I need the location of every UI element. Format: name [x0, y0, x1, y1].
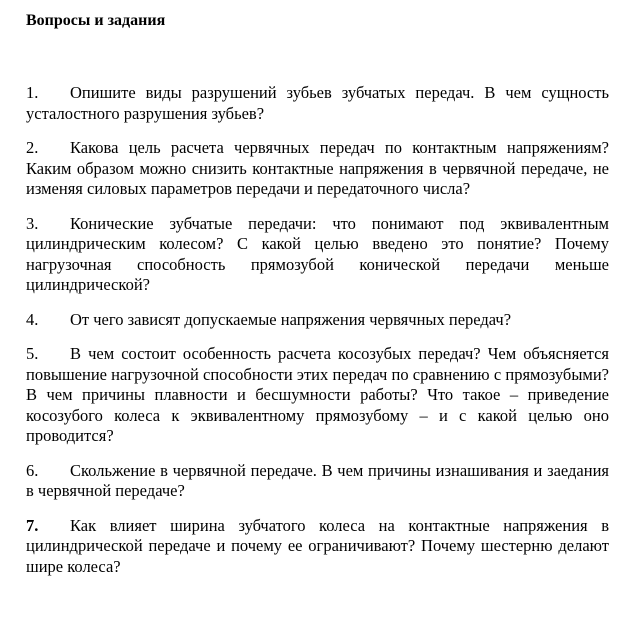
question-item [26, 310, 609, 331]
question-item [26, 138, 609, 200]
question-item [26, 516, 609, 578]
question-text: Конические зубчатые передачи: что понимают под эквивалентным цилиндрическим колесом? С какой целью введено это понятие? Почему нагрузочная способность прямозубой конической передачи меньше цилиндрической? [26, 213, 609, 294]
question-number: 4. [26, 309, 39, 329]
question-text: Опишите виды разрушений зубьев зубчатых передач. В чем сущность усталостного разрушения зубьев? [26, 83, 609, 123]
question-item [26, 83, 609, 124]
question-item [26, 461, 609, 502]
questions-list [26, 83, 609, 577]
question-text: В чем состоит особенность расчета косозубых передач? Чем объясняется повышение нагрузочной способности этих передач по сравнению с прямозубыми? В чем причины плавности и бесшумности работы? Что такое – приведение косозубого колеса к эквивалентному прямозубому – и с какой целью оно проводится? [26, 344, 609, 445]
question-number: 2. [26, 138, 39, 157]
question-number: 3. [26, 213, 39, 233]
question-text: Скольжение в червячной передаче. В чем причины изнашивания и заедания в червячной передаче? [26, 460, 609, 500]
question-text: Какова цель расчета червячных передач по контактным напряжениям? Каким образом можно снизить контактные напряжения в червячной передаче, не изменяя силовых параметров передачи и передаточного числа? [26, 138, 609, 198]
document-page [26, 8, 609, 591]
question-number: 5. [26, 344, 39, 363]
question-number: 6. [26, 460, 39, 480]
question-number: 1. [26, 83, 39, 102]
question-number: 7. [26, 515, 39, 535]
question-item [26, 214, 609, 296]
page-title: Вопросы и задания [26, 12, 166, 29]
question-text: Как влияет ширина зубчатого колеса на контактные напряжения в цилиндрической передаче и почему ее ограничивают? Почему шестерню делают шире колеса? [26, 515, 609, 576]
question-item [26, 344, 609, 447]
question-text: От чего зависят допускаемые напряжения червячных передач? [70, 309, 512, 329]
